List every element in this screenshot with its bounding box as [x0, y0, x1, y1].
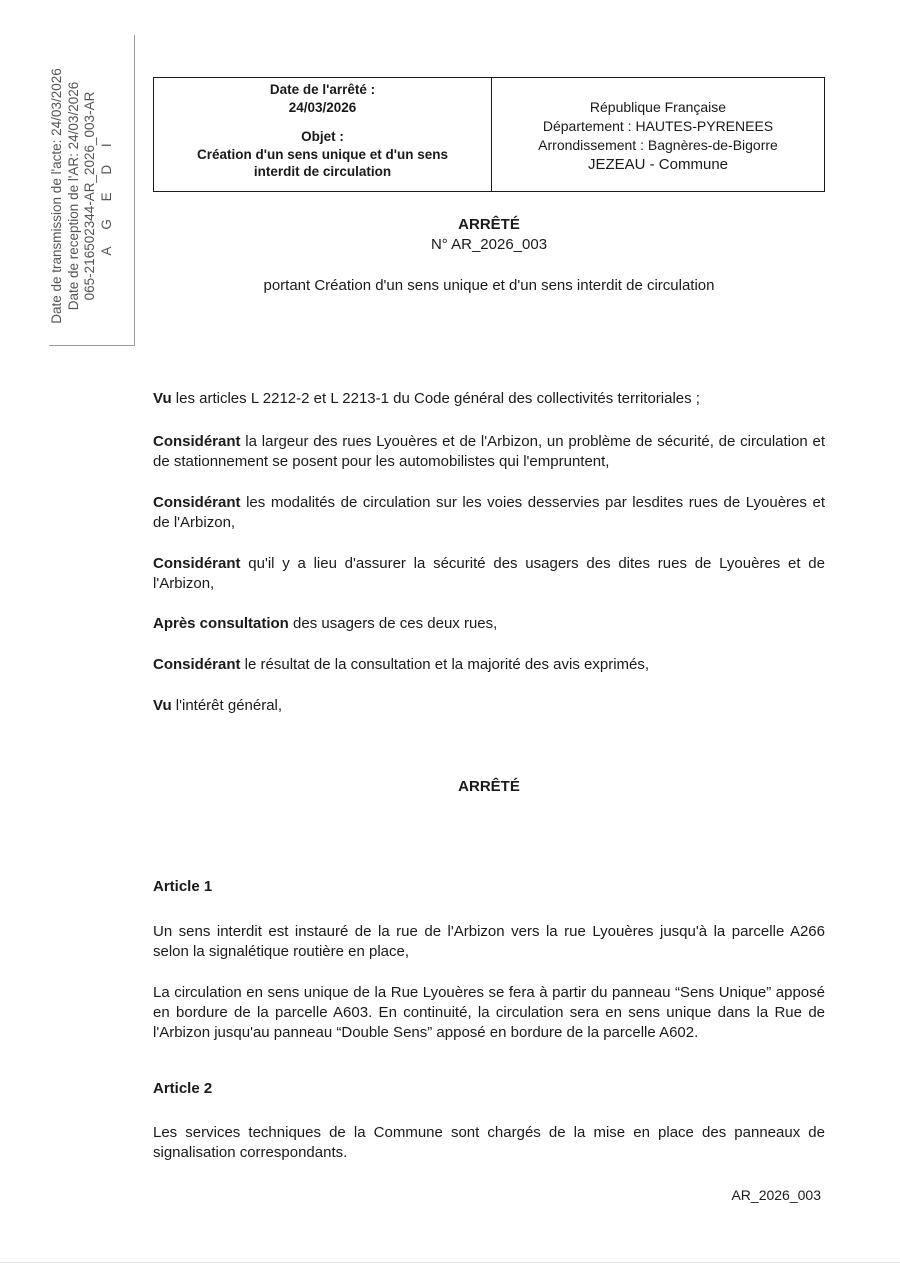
- header-left-cell: [154, 78, 492, 191]
- article-1-paragraph-2: La circulation en sens unique de la Rue Lyouères se fera à partir du panneau “Sens Unique” apposé en bordure de la parcelle A603. En continuité, la circulation sera en sens unique dans la Rue de l'Arbizon jusqu'au panneau “Double Sens” apposé en bordure de la parcelle A602.: [153, 984, 825, 1041]
- objet-line-2: interdit de circulation: [253, 164, 392, 179]
- article-2-title: Article 2: [153, 1080, 213, 1097]
- header-box: [153, 77, 825, 192]
- date-value: 24/03/2026: [288, 99, 357, 115]
- departement: Département : HAUTES-PYRENEES: [542, 118, 774, 134]
- page-bottom-rule: [0, 1262, 900, 1263]
- arrete-title: ARRÊTÉ: [458, 216, 520, 233]
- footer-reference: AR_2026_003: [731, 1187, 821, 1203]
- date-label: Date de l'arrêté :: [269, 82, 376, 97]
- consideration-5: Après consultation des usagers de ces deux rues,: [153, 615, 498, 632]
- header-right-cell: [492, 78, 824, 191]
- objet-line-1: Création d'un sens unique et d'un sens: [197, 146, 448, 162]
- stamp-act-id: 065-216502344-AR_2026_003-AR: [82, 91, 97, 301]
- stamp-transmission-date: Date de transmission de l'acte: 24/03/2026: [49, 68, 64, 324]
- arrete-subject: portant Création d'un sens unique et d'un sens interdit de circulation: [263, 277, 715, 294]
- transmission-stamp: [49, 35, 135, 346]
- arrete-number: N° AR_2026_003: [430, 236, 548, 253]
- consideration-7: Vu l'intérêt général,: [153, 697, 283, 714]
- consideration-6: Considérant le résultat de la consultation et la majorité des avis exprimés,: [153, 656, 650, 673]
- article-1-paragraph-1: Un sens interdit est instauré de la rue de l'Arbizon vers la rue Lyouères jusqu'à la parcelle A266 selon la signalétique routière en place,: [153, 923, 825, 960]
- stamp-reception-date: Date de reception de l'AR: 24/03/2026: [65, 81, 81, 311]
- republique: République Française: [589, 99, 727, 115]
- arrondissement: Arrondissement : Bagnères-de-Bigorre: [538, 137, 778, 153]
- stamp-agedi: A G E D I: [98, 136, 114, 256]
- article-2-paragraph-1: Les services techniques de la Commune sont chargés de la mise en place des panneaux de signalisation correspondants.: [153, 1124, 825, 1161]
- arrete-heading: ARRÊTÉ: [458, 778, 520, 795]
- consideration-4: Considérant qu'il y a lieu d'assurer la sécurité des usagers des dites rues de Lyouères et de l'Arbizon,: [153, 555, 825, 592]
- article-1-title: Article 1: [153, 878, 213, 895]
- commune: JEZEAU - Commune: [587, 156, 729, 173]
- consideration-2: Considérant la largeur des rues Lyouères et de l'Arbizon, un problème de sécurité, de circulation et de stationnement se posent pour les automobilistes qui l'empruntent,: [153, 433, 825, 470]
- objet-label: Objet :: [301, 129, 344, 144]
- consideration-1: Vu les articles L 2212-2 et L 2213-1 du Code général des collectivités territoriales ;: [153, 390, 700, 407]
- consideration-3: Considérant les modalités de circulation sur les voies desservies par lesdites rues de Lyouères et de l'Arbizon,: [153, 494, 825, 531]
